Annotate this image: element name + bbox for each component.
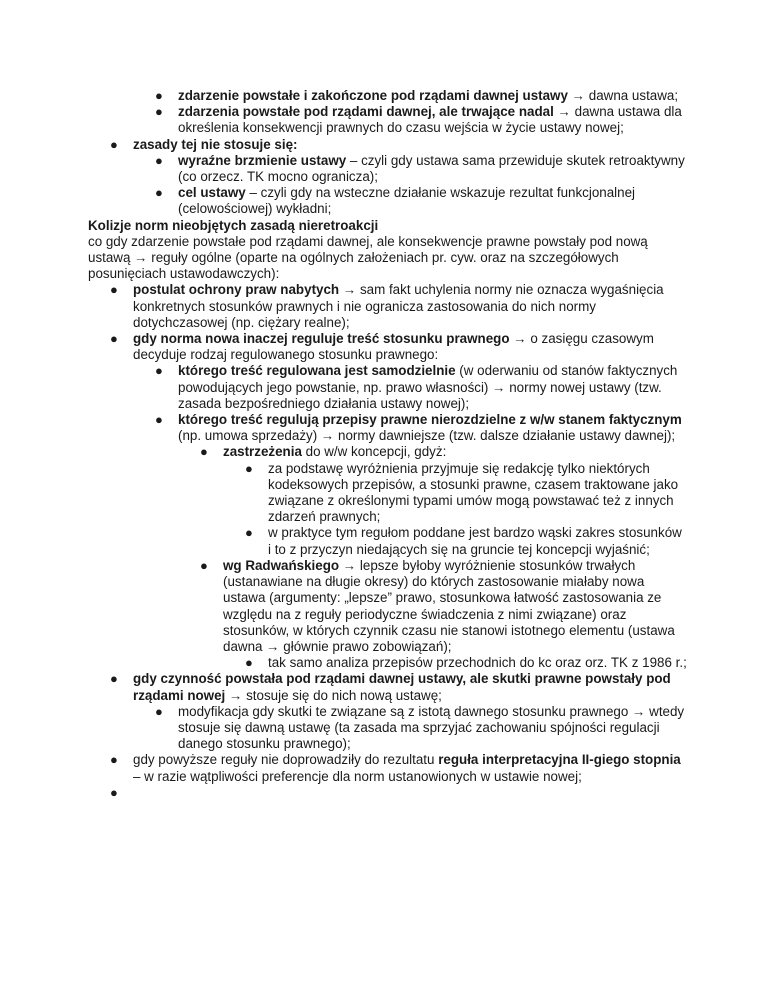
- list-item: [88, 185, 688, 217]
- item-text: → dawna ustawa;: [567, 88, 679, 103]
- item-bold-text: którego treść regulują przepisy prawne nierozdzielne z w/w stanem faktycznym: [178, 412, 682, 428]
- document-body: [88, 88, 688, 801]
- bullet-icon: ●: [110, 282, 118, 298]
- item-text: w praktyce tym regułom poddane jest bardzo wąski zakres stosunków i to z przyczyn niedających się na gruncie tej koncepcji wyjaśnić;: [268, 525, 682, 557]
- bullet-icon: ●: [155, 185, 163, 201]
- bullet-icon: ●: [155, 412, 163, 428]
- list-item: [88, 558, 688, 655]
- item-text: – czyli gdy na wsteczne działanie wskazuje rezultat funkcjonalnej (celowościowej) wykładni;: [178, 185, 636, 217]
- bullet-icon: ●: [200, 557, 208, 573]
- bullet-icon: ●: [110, 784, 118, 800]
- item-text: → stosuje się do nich nową ustawę;: [225, 687, 442, 703]
- bullet-icon: ●: [245, 460, 253, 476]
- item-text: (np. umowa sprzedaży) → normy dawniejsze (tzw. dalsze działanie ustawy dawnej);: [178, 428, 676, 444]
- bullet-icon: ●: [110, 136, 118, 152]
- paragraph: [88, 234, 688, 283]
- list-item: [88, 88, 688, 104]
- item-text: tak samo analiza przepisów przechodnich do kc oraz orz. TK z 1986 r.;: [268, 655, 687, 671]
- item-bold-text: zasady tej nie stosuje się:: [133, 136, 298, 152]
- bullet-icon: ●: [155, 104, 163, 120]
- item-text-prefix: gdy powyższe reguły nie doprowadziły do rezultatu: [133, 752, 439, 768]
- list-item: [88, 412, 688, 444]
- item-text: (w oderwaniu od stanów faktycznych powodujących jego powstanie, np. prawo własności) → normy nowej ustawy (tzw. zasada bezpośredniego działania ustawy nowej);: [178, 363, 678, 411]
- item-bold-text: wyraźne brzmienie ustawy: [178, 152, 347, 168]
- bullet-icon: ●: [245, 655, 253, 671]
- item-bold-text: cel ustawy: [178, 185, 246, 201]
- bullet-icon: ●: [110, 331, 118, 347]
- bullet-icon: ●: [155, 88, 163, 103]
- list-item-empty[interactable]: [88, 785, 688, 801]
- list-item: [88, 153, 688, 185]
- list-item: [88, 671, 688, 703]
- bullet-icon: ●: [200, 444, 208, 460]
- item-text: [133, 785, 137, 800]
- item-text: za podstawę wyróżnienia przyjmuje się redakcję tylko niektórych kodeksowych przepisów, a stosunki prawne, czasem traktowane jako związane z określonymi typami umów mogą powstawać też z innych zdarzeń prawnych;: [268, 460, 679, 525]
- item-bold-text: wg Radwańskiego: [223, 557, 340, 573]
- item-bold-text: zdarzenie powstałe i zakończone pod rządami dawnej ustawy: [178, 88, 568, 103]
- item-text: → o zasięgu czasowym decyduje rodzaj regulowanego stosunku prawnego:: [133, 331, 654, 363]
- list-item: [88, 752, 688, 784]
- item-text: → lepsze byłoby wyróżnienie stosunków trwałych (ustanawiane na długie okresy) do których zastosowanie miałaby nowa ustawa (argumenty: „lepsze” prawo, stosunkowa łatwość zastosowania ze względu na z reguły periodyczne świadczenia z nimi związane) oraz stosunków, w których czynnik czasu nie stanowi istotnego elementu (ustawa dawna → głównie prawo zobowiązań);: [223, 557, 675, 654]
- item-bold-text: zdarzenia powstałe pod rządami dawnej, ale trwające nadal: [178, 104, 554, 120]
- paragraph-text: co gdy zdarzenie powstałe pod rządami dawnej, ale konsekwencje prawne powstały pod nową ustawą → reguły ogólne (oparte na ogólnych założeniach pr. cyw. oraz na szczegółowych posunięciach ustawodawczych):: [88, 233, 648, 282]
- bullet-icon: ●: [155, 152, 163, 168]
- item-bold-text: postulat ochrony praw nabytych: [133, 282, 340, 298]
- item-text: – czyli gdy ustawa sama przewiduje skutek retroaktywny (co orzecz. TK mocno ogranicza);: [178, 152, 685, 185]
- list-item: [88, 461, 688, 526]
- list-item: [88, 444, 688, 460]
- item-text: → sam fakt uchylenia normy nie oznacza wygaśnięcia konkretnych stosunków prawnych i nie ogranicza zastosowania do nich normy dotychczasowej (np. ciężary realne);: [133, 282, 664, 330]
- bullet-icon: ●: [245, 525, 253, 541]
- item-text: do w/w koncepcji, gdyż:: [301, 444, 447, 460]
- list-item: [88, 704, 688, 753]
- item-bold-text: którego treść regulowana jest samodzielnie: [178, 363, 456, 379]
- list-item: [88, 282, 688, 331]
- heading-text: Kolizje norm nieobjętych zasadą nieretroakcji: [88, 217, 379, 233]
- list-item: [88, 363, 688, 412]
- item-text: modyfikacja gdy skutki te związane są z istotą dawnego stosunku prawnego → wtedy stosuje się dawną ustawę (ta zasada ma sprzyjać zachowaniu spójności regulacji danego stosunku prawnego);: [178, 703, 685, 752]
- section-heading: [88, 218, 688, 234]
- list-item: [88, 331, 688, 363]
- list-item: [88, 655, 688, 671]
- list-item: [88, 137, 688, 153]
- item-bold-text: reguła interpretacyjna II-giego stopnia: [438, 752, 681, 768]
- bullet-icon: ●: [155, 363, 163, 379]
- bullet-icon: ●: [110, 752, 118, 768]
- item-bold-text: gdy norma nowa inaczej reguluje treść stosunku prawnego: [133, 331, 510, 347]
- item-bold-text: zastrzeżenia: [223, 444, 302, 460]
- item-text: – w razie wątpliwości preferencje dla norm ustanowionych w ustawie nowej;: [133, 768, 582, 784]
- item-text: → dawna ustawa dla określenia konsekwencji prawnych do czasu wejścia w życie ustawy nowej;: [178, 104, 682, 136]
- list-item: [88, 104, 688, 136]
- list-item: [88, 525, 688, 557]
- item-bold-text: gdy czynność powstała pod rządami dawnej ustawy, ale skutki prawne powstały pod rządami nowej: [133, 671, 671, 703]
- bullet-icon: ●: [110, 671, 118, 687]
- bullet-icon: ●: [155, 703, 163, 719]
